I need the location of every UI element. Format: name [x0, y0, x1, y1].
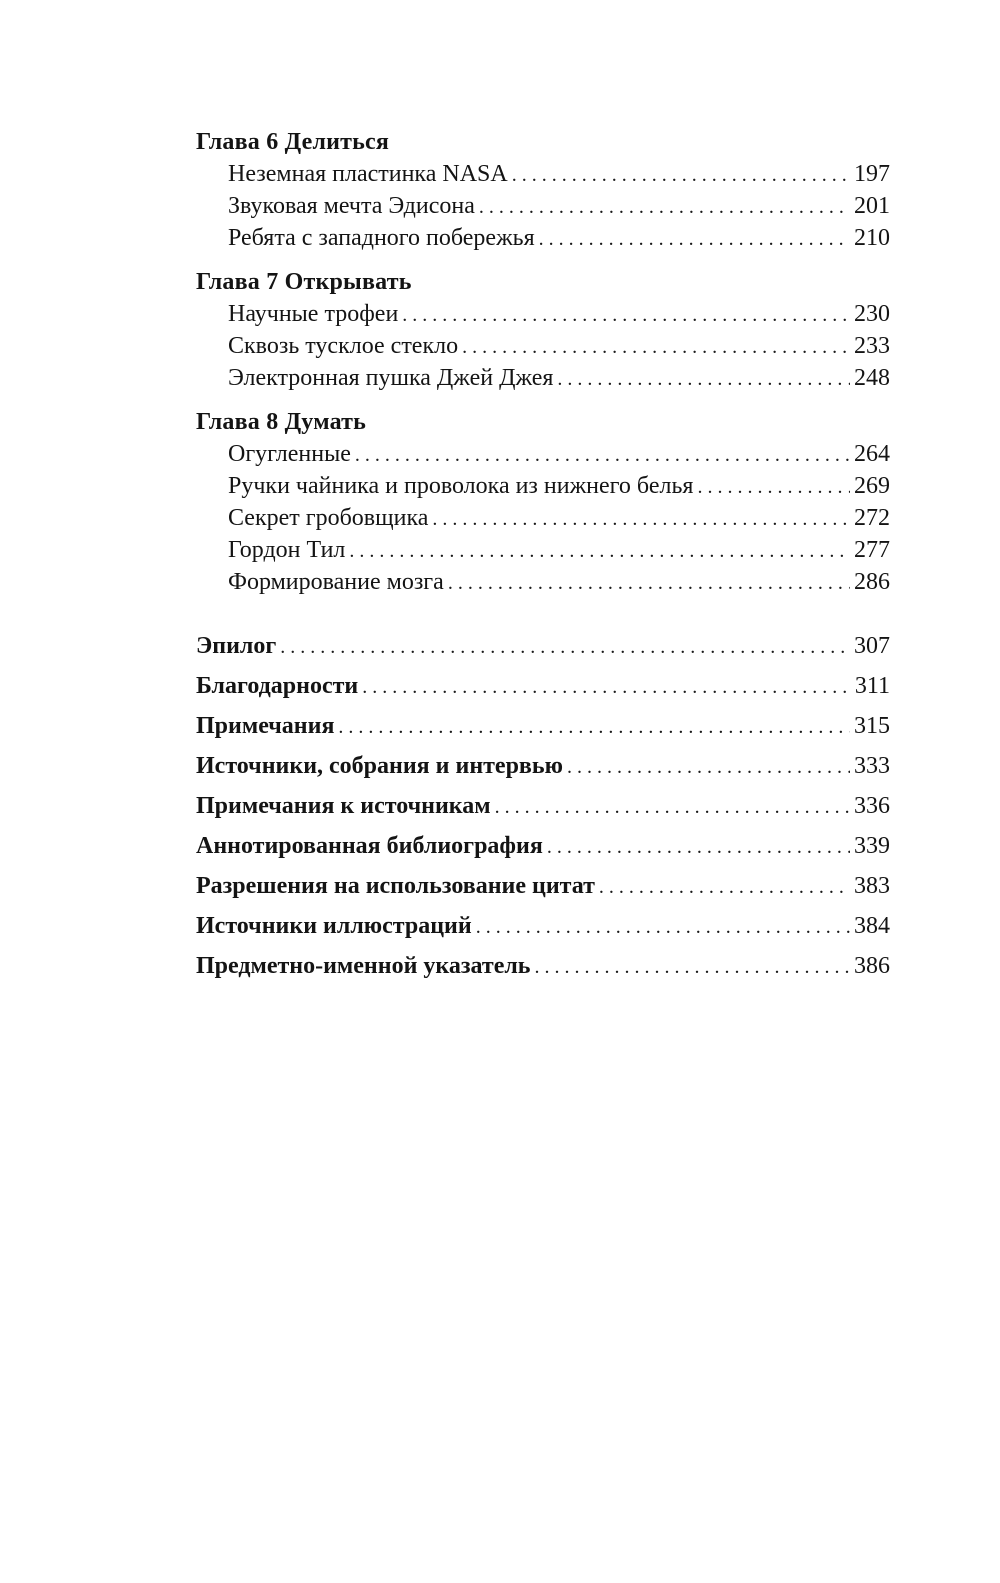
dot-leader — [355, 439, 850, 471]
toc-entry[interactable] — [228, 330, 890, 362]
entry-title: Примечания к источникам — [196, 793, 491, 819]
dot-leader — [349, 535, 850, 567]
toc-entry-index[interactable] — [196, 946, 890, 986]
chapter-label: Глава 8 — [196, 409, 285, 435]
dot-leader — [495, 787, 850, 827]
entry-title: Секрет гробовщика — [228, 505, 429, 531]
toc-entry-illustration-credits[interactable] — [196, 906, 890, 946]
dot-leader — [448, 567, 850, 599]
entry-page: 277 — [854, 537, 890, 563]
chapter-8 — [196, 406, 896, 598]
chapter-7 — [196, 266, 896, 394]
entry-page: 233 — [854, 333, 890, 359]
entry-title: Источники иллюстраций — [196, 913, 472, 939]
entry-title: Гордон Тил — [228, 537, 346, 563]
entry-title: Сквозь тусклое стекло — [228, 333, 459, 359]
entry-page: 383 — [854, 873, 890, 899]
entry-title: Формирование мозга — [228, 569, 444, 595]
toc-entry-permissions[interactable] — [196, 866, 890, 906]
entry-title: Эпилог — [196, 633, 277, 659]
dot-leader — [402, 299, 850, 331]
entry-title: Благодарности — [196, 673, 359, 699]
dot-leader — [476, 907, 850, 947]
entry-title: Разрешения на использование цитат — [196, 873, 595, 899]
dot-leader — [697, 471, 850, 503]
entry-title: Огугленные — [228, 441, 351, 467]
entry-page: 336 — [854, 793, 890, 819]
entry-page: 272 — [854, 505, 890, 531]
entry-page: 269 — [854, 473, 890, 499]
dot-leader — [338, 707, 850, 747]
entry-title: Аннотированная библиография — [196, 833, 543, 859]
entry-page: 230 — [854, 301, 890, 327]
chapter-title — [196, 126, 896, 158]
chapter-title — [196, 406, 896, 438]
dot-leader — [432, 503, 850, 535]
entry-title: Ручки чайника и проволока из нижнего белья — [228, 473, 694, 499]
toc-entry-sources[interactable] — [196, 746, 890, 786]
toc-entry[interactable] — [228, 470, 890, 502]
dot-leader — [362, 667, 850, 707]
entry-page: 311 — [854, 673, 890, 699]
entry-title: Предметно-именной указатель — [196, 953, 531, 979]
dot-leader — [547, 827, 850, 867]
entry-title: Источники, собрания и интервью — [196, 753, 563, 779]
toc-entry-notes[interactable] — [196, 706, 890, 746]
toc-entry-epilogue[interactable] — [196, 626, 890, 666]
dot-leader — [539, 223, 850, 255]
dot-leader — [479, 191, 850, 223]
toc-entry[interactable] — [228, 222, 890, 254]
entry-page: 315 — [854, 713, 890, 739]
entry-title: Научные трофеи — [228, 301, 399, 327]
entry-page: 333 — [854, 753, 890, 779]
entry-title: Ребята с западного побережья — [228, 225, 535, 251]
dot-leader — [280, 627, 850, 667]
chapter-name: Открывать — [284, 269, 412, 295]
chapter-label: Глава 7 — [196, 269, 285, 295]
toc-entry[interactable] — [228, 438, 890, 470]
entry-title: Неземная пластинка NASA — [228, 161, 508, 187]
chapter-name: Делиться — [284, 129, 390, 155]
entry-title: Звуковая мечта Эдисона — [228, 193, 475, 219]
chapter-title — [196, 266, 896, 298]
toc-entry[interactable] — [228, 298, 890, 330]
dot-leader — [567, 747, 850, 787]
toc-entry-bibliography[interactable] — [196, 826, 890, 866]
chapter-6 — [196, 126, 896, 254]
entry-page: 384 — [854, 913, 890, 939]
entry-page: 201 — [854, 193, 890, 219]
dot-leader — [535, 947, 851, 987]
toc-entry-acknowledgements[interactable] — [196, 666, 890, 706]
entry-title: Электронная пушка Джей Джея — [228, 365, 554, 391]
toc-entry-source-notes[interactable] — [196, 786, 890, 826]
entry-page: 197 — [854, 161, 890, 187]
toc-entry[interactable] — [228, 190, 890, 222]
toc-entry[interactable] — [228, 566, 890, 598]
dot-leader — [462, 331, 850, 363]
toc-entry[interactable] — [228, 502, 890, 534]
chapter-name: Думать — [284, 409, 367, 435]
entry-page: 264 — [854, 441, 890, 467]
entry-page: 339 — [854, 833, 890, 859]
toc-entry[interactable] — [228, 362, 890, 394]
entry-page: 386 — [854, 953, 890, 979]
entry-page: 248 — [854, 365, 890, 391]
entry-title: Примечания — [196, 713, 335, 739]
toc-entry[interactable] — [228, 534, 890, 566]
entry-page: 286 — [854, 569, 890, 595]
toc-entry[interactable] — [228, 158, 890, 190]
chapter-label: Глава 6 — [196, 129, 285, 155]
entry-page: 307 — [854, 633, 890, 659]
entry-page: 210 — [854, 225, 890, 251]
dot-leader — [512, 159, 850, 191]
dot-leader — [557, 363, 850, 395]
dot-leader — [599, 867, 850, 907]
